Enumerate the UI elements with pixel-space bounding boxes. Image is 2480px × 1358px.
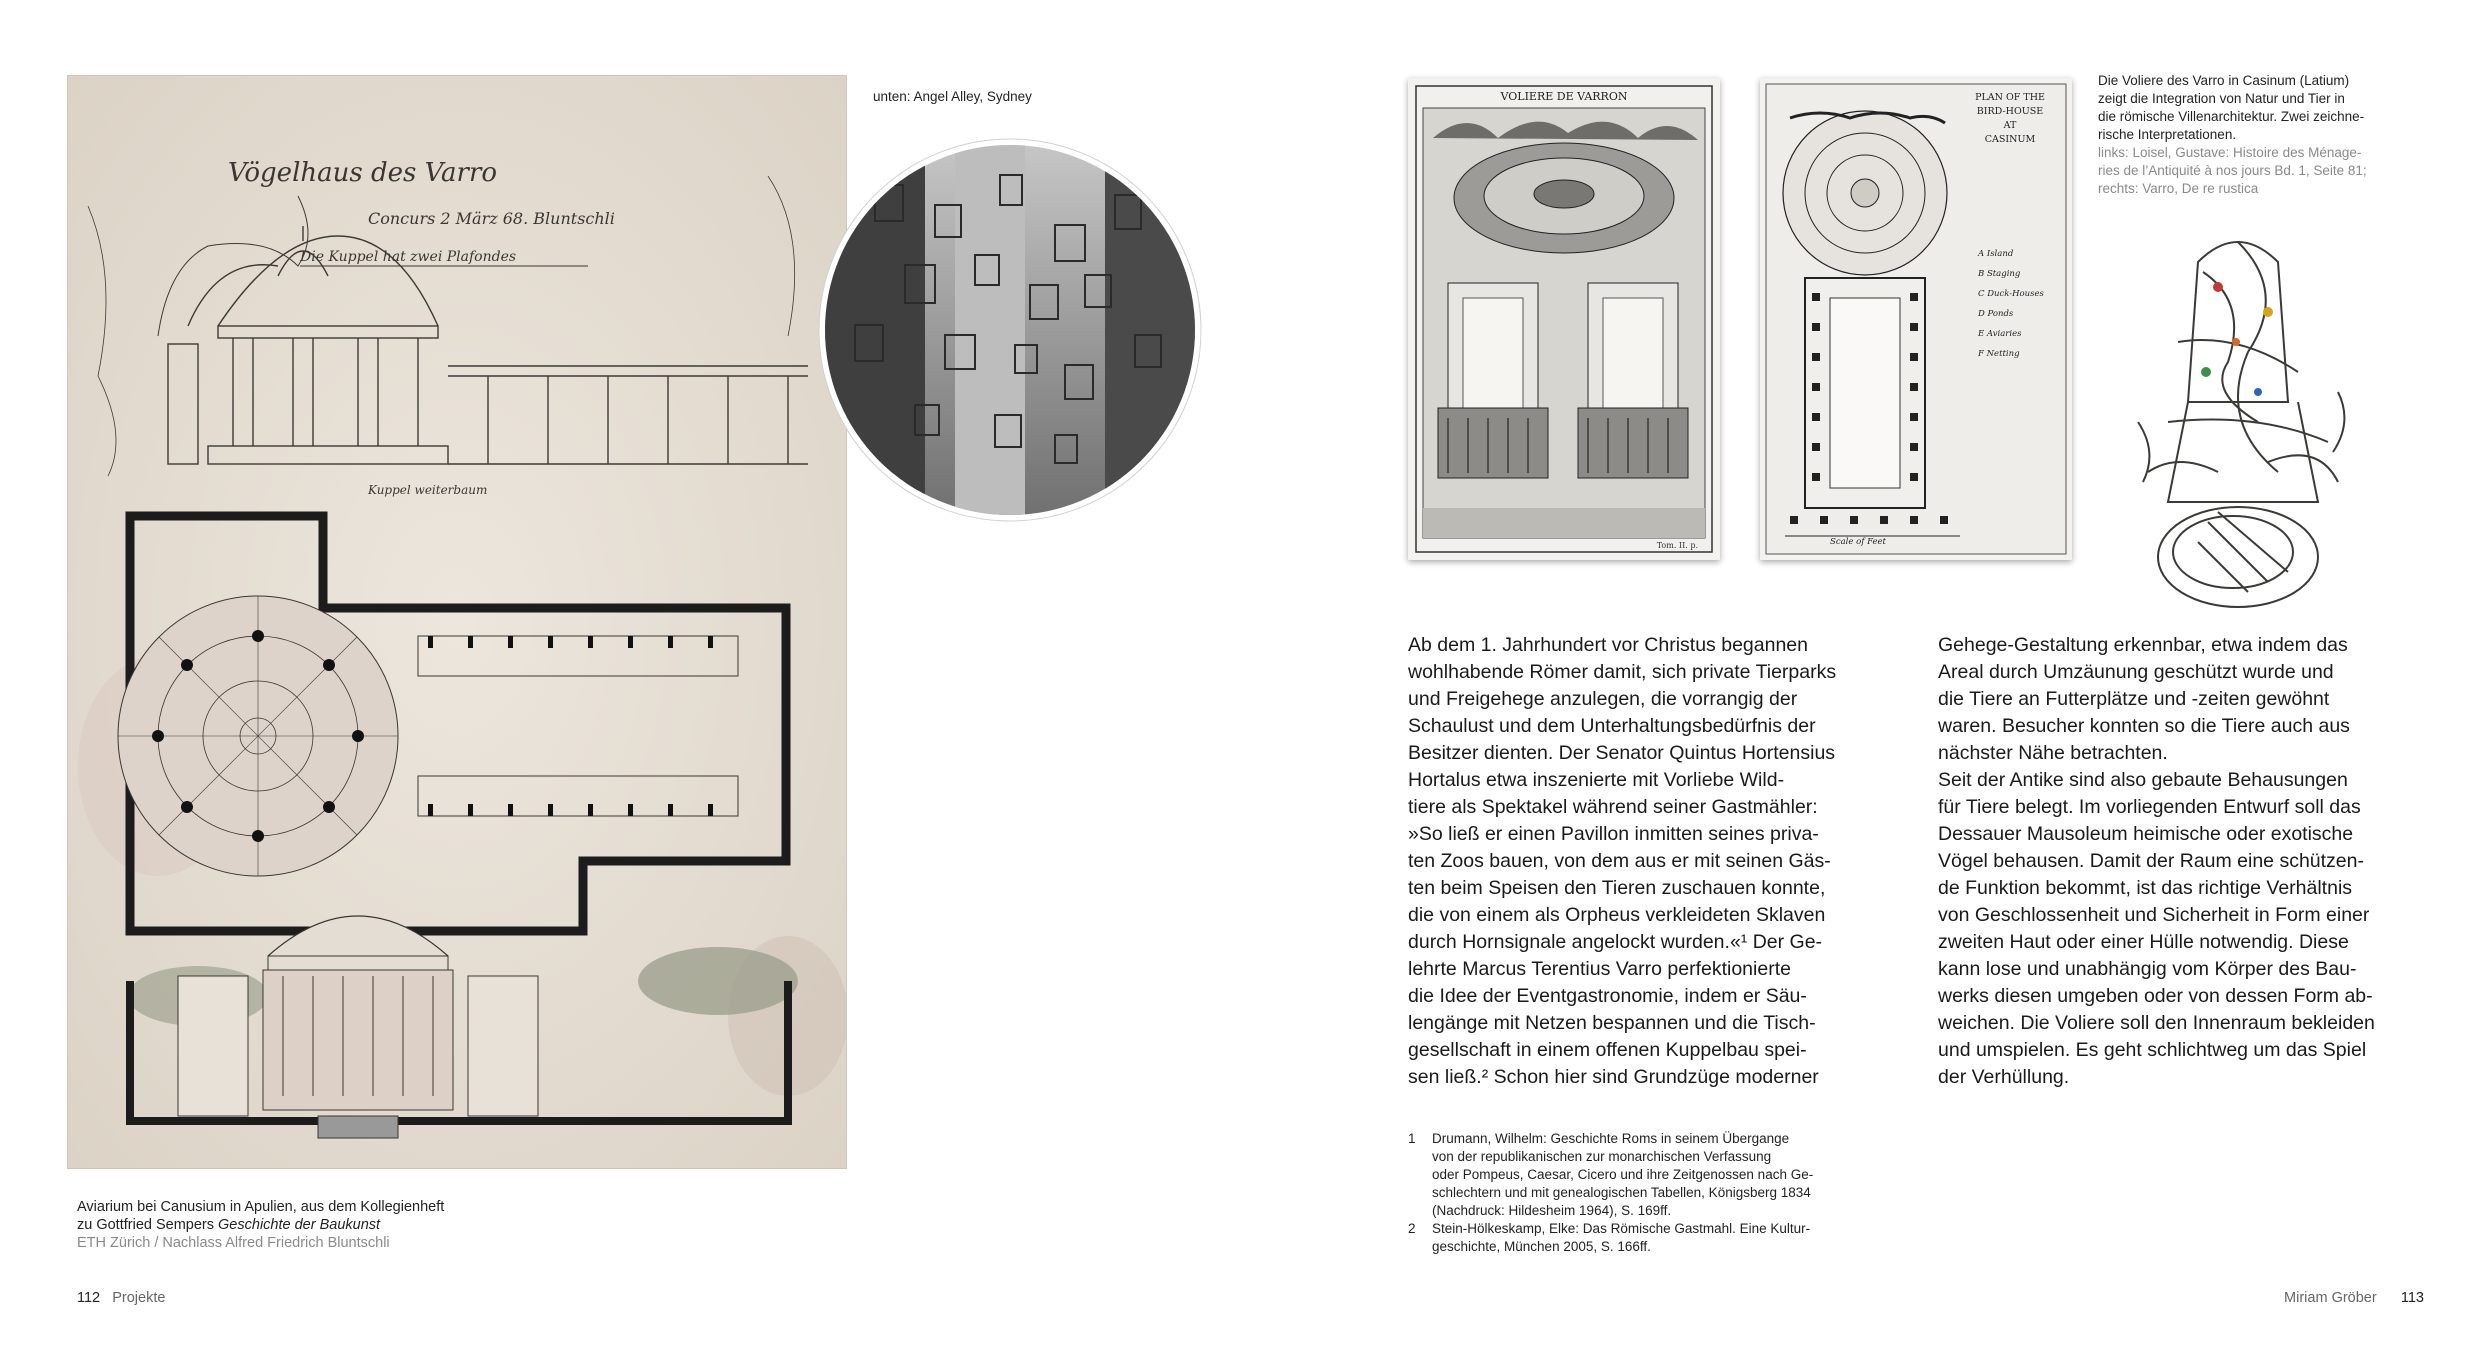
body-line: wohlhabende Römer damit, sich private Tierparks xyxy=(1408,661,1837,683)
plan-scale-label: Scale of Feet xyxy=(1830,537,1886,547)
body-line: ten Zoos bauen, von dem aus er mit seinen Gäs- xyxy=(1408,850,1831,872)
body-line: Vögel behausen. Damit der Raum eine schützen- xyxy=(1938,850,2364,872)
photo-label: unten: Angel Alley, Sydney xyxy=(873,89,1032,104)
body-line: sen ließ.² Schon hier sind Grundzüge moderner xyxy=(1408,1066,1819,1088)
page-number-right: 113 xyxy=(2400,1290,2424,1306)
body-line: waren. Besucher konnten so die Tiere auch aus xyxy=(1938,715,2350,737)
plan-legend-a: A Island xyxy=(1978,249,2014,259)
plate-voliere-number: Tom. II. p. xyxy=(1656,541,1698,550)
body-line: Areal durch Umzäunung geschützt wurde und xyxy=(1938,661,2334,683)
footnote-line: oder Pompeus, Caesar, Cicero und ihre Zeitgenossen nach Ge- xyxy=(1432,1167,1814,1182)
body-line: lengänge mit Netzen bespannen und die Tisch- xyxy=(1408,1012,1816,1034)
body-line: Schaulust und dem Unterhaltungsbedürfnis der xyxy=(1408,715,1816,737)
footnote-line: geschichte, München 2005, S. 166ff. xyxy=(1432,1239,1651,1254)
footnote-line: Drumann, Wilhelm: Geschichte Roms in seinem Übergange xyxy=(1432,1131,1790,1146)
aviarium-drawing-svg xyxy=(68,76,846,1168)
angel-alley-photo xyxy=(815,135,1205,525)
body-line: zweiten Haut oder einer Hülle notwendig. Diese xyxy=(1938,931,2349,953)
aviary-sketch-svg xyxy=(2118,222,2358,622)
plates-caption-source-2: ries de l’Antiquité à nos jours Bd. 1, Seite 81; xyxy=(2098,163,2367,178)
author-name: Miriam Gröber xyxy=(2284,1290,2377,1306)
body-line: für Tiere belegt. Im vorliegenden Entwurf soll das xyxy=(1938,796,2361,818)
caption-line-2 xyxy=(77,1216,597,1234)
plates-caption-source-3: rechts: Varro, De re rustica xyxy=(2098,181,2259,196)
section-name: Projekte xyxy=(112,1290,166,1306)
plan-title-line-2: BIRD-HOUSE xyxy=(1976,106,2044,117)
plates-caption-line-1: Die Voliere des Varro in Casinum (Latium) xyxy=(2098,73,2350,88)
plates-caption-line-2: zeigt die Integration von Natur und Tier in xyxy=(2098,91,2345,106)
plan-title-line-3: AT xyxy=(2003,120,2017,131)
plate-plan-svg xyxy=(1760,78,2072,560)
plan-legend-c: C Duck-Houses xyxy=(1978,289,2044,299)
plate-bird-house-plan xyxy=(1760,78,2072,560)
footnote-line: schlechtern und mit genealogischen Tabellen, Königsberg 1834 xyxy=(1432,1185,1811,1200)
folio-right xyxy=(2284,1290,2424,1306)
body-line: durch Hornsignale angelockt wurden.«¹ Der Ge- xyxy=(1408,931,1823,953)
drawing-caption xyxy=(77,1198,597,1252)
body-line: Ab dem 1. Jahrhundert vor Christus begannen xyxy=(1408,634,1808,656)
body-line: lehrte Marcus Terentius Varro perfektionierte xyxy=(1408,958,1791,980)
aviary-sketch xyxy=(2118,222,2358,622)
body-line: tiere als Spektakel während seiner Gastmähler: xyxy=(1408,796,1818,818)
body-line: die von einem als Orpheus verkleideten Sklaven xyxy=(1408,904,1826,926)
angel-alley-photo-svg xyxy=(815,135,1205,525)
body-line: nächster Nähe betrachten. xyxy=(1938,742,2168,764)
plan-legend-b: B Staging xyxy=(1978,269,2021,279)
plate-voliere-svg xyxy=(1408,78,1720,560)
plate-voliere-de-varron xyxy=(1408,78,1720,560)
caption-line-1: Aviarium bei Canusium in Apulien, aus dem Kollegienheft xyxy=(77,1199,445,1215)
page-number-left: 112 xyxy=(77,1290,101,1306)
body-line: werks diesen umgeben oder von dessen Form ab- xyxy=(1938,985,2373,1007)
body-line: Seit der Antike sind also gebaute Behausungen xyxy=(1938,769,2348,791)
plan-legend-d: D Ponds xyxy=(1978,309,2014,319)
caption-line-2-prefix: zu Gottfried Sempers xyxy=(77,1217,219,1233)
caption-book-title: Geschichte der Baukunst xyxy=(218,1217,381,1233)
plan-title-line-1: PLAN OF THE xyxy=(1975,92,2045,103)
body-line: und umspielen. Es geht schlichtweg um das Spiel xyxy=(1938,1039,2367,1061)
body-line: »So ließ er einen Pavillon inmitten seines priva- xyxy=(1408,823,1819,845)
plates-caption xyxy=(2098,72,2438,198)
plates-caption-line-4: rische Interpretationen. xyxy=(2098,127,2237,142)
plan-legend-f: F Netting xyxy=(1978,349,2020,359)
drawing-label-script: Kuppel weiterbaum xyxy=(368,483,488,497)
footnote-line: (Nachdruck: Hildesheim 1964), S. 169ff. xyxy=(1432,1203,1672,1218)
footnote-line: von der republikanischen zur monarchischen Verfassung xyxy=(1432,1149,1772,1164)
body-line: die Tiere an Futterplätze und -zeiten gewöhnt xyxy=(1938,688,2330,710)
footnote-number: 1 xyxy=(1408,1131,1416,1146)
drawing-note-script: Die Kuppel hat zwei Plafondes xyxy=(300,249,517,265)
footnote-line: Stein-Hölkeskamp, Elke: Das Römische Gastmahl. Eine Kultur- xyxy=(1432,1221,1811,1236)
footnote-1 xyxy=(1408,1130,1878,1220)
body-line: und Freigehege anzulegen, die vorrangig der xyxy=(1408,688,1798,710)
footnotes xyxy=(1408,1130,1878,1256)
body-line: die Idee der Eventgastronomie, indem er Säu- xyxy=(1408,985,1807,1007)
aviarium-drawing xyxy=(68,76,846,1168)
body-line: Hortalus etwa inszenierte mit Vorliebe Wild- xyxy=(1408,769,1785,791)
body-line: Besitzer dienten. Der Senator Quintus Hortensius xyxy=(1408,742,1836,764)
footnote-2 xyxy=(1408,1220,1878,1256)
body-line: de Funktion bekommt, ist das richtige Verhältnis xyxy=(1938,877,2353,899)
drawing-title-script: Vögelhaus des Varro xyxy=(228,158,498,188)
body-line: Gehege-Gestaltung erkennbar, etwa indem das xyxy=(1938,634,2348,656)
plates-caption-line-3: die römische Villenarchitektur. Zwei zeichne- xyxy=(2098,109,2365,124)
body-line: von Geschlossenheit und Sicherheit in Form einer xyxy=(1938,904,2370,926)
footnote-number: 2 xyxy=(1408,1221,1416,1236)
folio-left xyxy=(77,1290,165,1306)
body-line: ten beim Speisen den Tieren zuschauen konnte, xyxy=(1408,877,1826,899)
body-line: gesellschaft in einem offenen Kuppelbau spei- xyxy=(1408,1039,1807,1061)
body-line: weichen. Die Voliere soll den Innenraum bekleiden xyxy=(1938,1012,2375,1034)
drawing-subtitle-script: Concurs 2 März 68. Bluntschli xyxy=(368,209,615,228)
plates-caption-source-1: links: Loisel, Gustave: Histoire des Ménage- xyxy=(2098,145,2362,160)
plate-voliere-title: VOLIERE DE VARRON xyxy=(1500,90,1628,103)
body-column-1 xyxy=(1408,632,1898,1091)
plan-legend-e: E Aviaries xyxy=(1978,329,2022,339)
body-line: kann lose und unabhängig vom Körper des Bau- xyxy=(1938,958,2357,980)
plan-title-line-4: CASINUM xyxy=(1984,134,2036,145)
body-column-2 xyxy=(1938,632,2428,1091)
body-line: Dessauer Mausoleum heimische oder exotische xyxy=(1938,823,2354,845)
body-line: der Verhüllung. xyxy=(1938,1066,2070,1088)
caption-source: ETH Zürich / Nachlass Alfred Friedrich Bluntschli xyxy=(77,1235,390,1251)
